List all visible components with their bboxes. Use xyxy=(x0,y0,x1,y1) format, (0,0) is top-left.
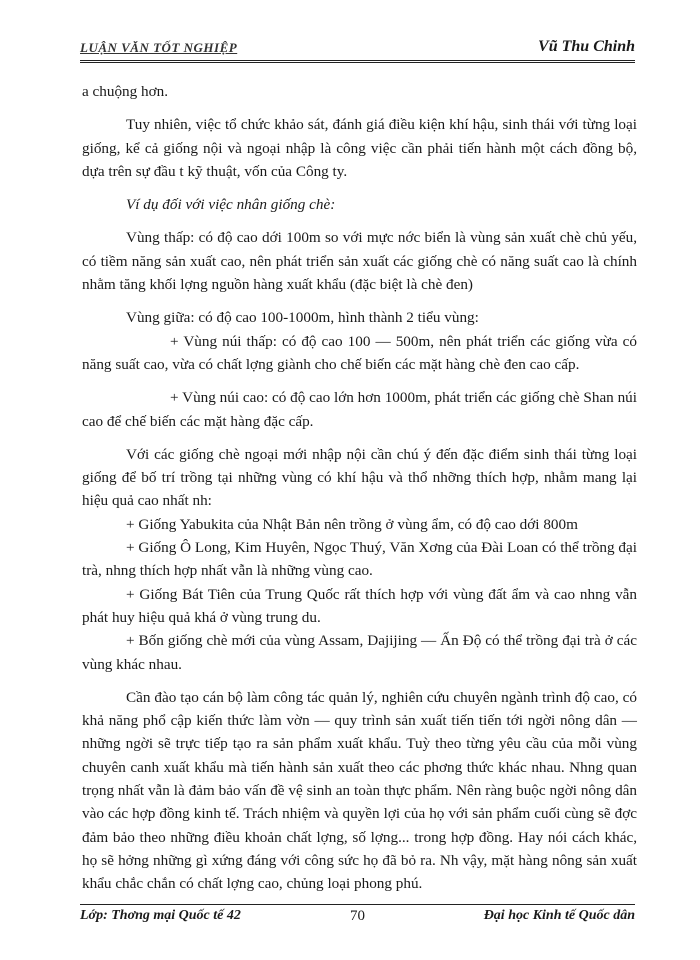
list-item: + Giống Ô Long, Kim Huyên, Ngọc Thuý, Văn Xơng của Đài Loan có thể trồng đại trà, nhng thích hợp nhất vẫn là những vùng cao. xyxy=(82,539,637,580)
example-heading: Ví dụ đối với việc nhân giống chè: xyxy=(126,196,336,214)
paragraph: Vùng thấp: có độ cao dới 100m so với mực nớc biển là vùng sản xuất chè chủ yếu, có tiềm năng sản xuất cao, nên phát triển sản xuất các giống chè có năng suất cao là chính nhằm tăng khối lợng nguồn hàng xuất khẩu (đặc biệt là chè đen) xyxy=(82,229,637,294)
page-footer xyxy=(80,908,635,930)
list-item: + Vùng núi cao: có độ cao lớn hơn 1000m, phát triển các giống chè Shan núi cao để chế biến các mặt hàng đặc cấp. xyxy=(82,389,637,430)
footer-class: Lớp: Thơng mại Quốc tế 42 xyxy=(80,908,241,923)
paragraph: Với các giống chè ngoại mới nhập nội cần chú ý đến đặc điểm sinh thái từng loại giống để bố trí trồng tại những vùng có khí hậu và thổ nhỡng thích hợp, nhằm mang lại hiệu quả cao nhất nh: xyxy=(82,445,637,510)
paragraph: Tuy nhiên, việc tổ chức khảo sát, đánh giá điều kiện khí hậu, sinh thái với từng loại giống, kể cả giống nội và ngoại nhập là công việc cần phải tiến hành một cách đồng bộ, dựa trên sự đầu t kỹ thuật, vốn của Công ty. xyxy=(82,116,637,180)
header-rule xyxy=(80,60,635,63)
document-body xyxy=(82,80,637,896)
paragraph: a chuộng hơn. xyxy=(82,83,169,100)
footer-rule xyxy=(80,904,635,905)
list-item: + Bốn giống chè mới của vùng Assam, Dajijing — Ấn Độ có thể trồng đại trà ở các vùng khác nhau. xyxy=(82,632,637,673)
list-item: + Giống Yabukita của Nhật Bản nên trồng ở vùng ẩm, có độ cao dới 800m xyxy=(126,515,578,533)
header-author: Vũ Thu Chinh xyxy=(538,38,635,55)
page-number: 70 xyxy=(350,908,365,924)
paragraph: Vùng giữa: có độ cao 100-1000m, hình thành 2 tiểu vùng: xyxy=(126,309,479,327)
page-header xyxy=(80,38,635,60)
footer-university: Đại học Kinh tế Quốc dân xyxy=(483,908,635,923)
paragraph: Cần đào tạo cán bộ làm công tác quản lý, nghiên cứu chuyên ngành trình độ cao, có khả năng phổ cập kiến thức làm vờn — quy trình sản xuất tiến tiến tới ngời nông dân — những ngời sẽ trực tiếp tạo ra sản phẩm xuất khẩu. Tuỳ theo từng yêu cầu của mỗi vùng chuyên canh xuất khẩu mà tiến hành sản xuất theo các phơng thức khác nhau. Nhng quan trọng nhất vẫn là đảm bảo vấn đề vệ sinh an toàn thực phẩm. Nên ràng buộc ngời nông dân vào các hợp đồng kinh tế. Trách nhiệm và quyền lợi của họ với sản phẩm cuối cùng sẽ đợc đảm bảo theo những điều khoản chất lợng, số lợng... trong hợp đồng. Hay nói cách khác, họ sẽ hởng những gì xứng đáng với công sức họ đã bỏ ra. Nh vậy, mặt hàng nông sản xuất khẩu chắc chắn có chất lợng cao, chủng loại phong phú. xyxy=(82,688,637,893)
list-item: + Giống Bát Tiên của Trung Quốc rất thích hợp với vùng đất ẩm và cao nhng vẫn phát huy hiệu quả khá ở vùng trung du. xyxy=(82,585,637,626)
header-title: LUẬN VĂN TỐT NGHIỆP xyxy=(80,40,238,55)
list-item: + Vùng núi thấp: có độ cao 100 — 500m, nên phát triển các giống vừa có năng suất cao, vừa có chất lợng giành cho chế biến các mặt hàng chè đen cao cấp. xyxy=(82,332,637,373)
